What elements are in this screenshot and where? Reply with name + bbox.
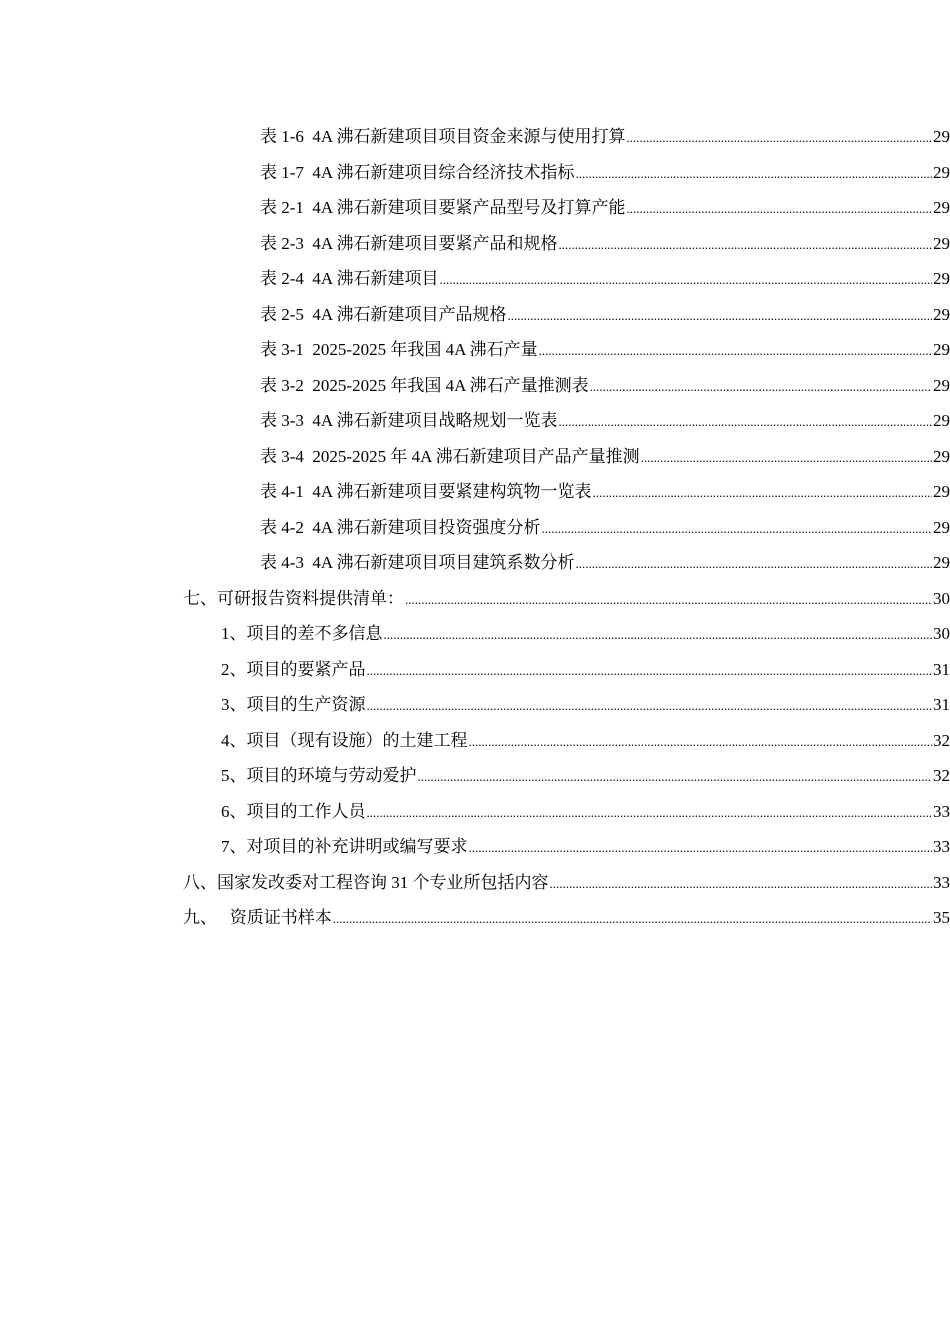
toc-page-number: 31 [933, 695, 950, 715]
toc-entry-title: 1、项目的差不多信息 [221, 624, 383, 644]
toc-entry[interactable] [0, 617, 950, 653]
toc-entry[interactable] [0, 120, 950, 156]
toc-entry-title: 3、项目的生产资源 [221, 695, 366, 715]
toc-page-number: 30 [933, 588, 950, 608]
toc-dot-leader [333, 909, 932, 929]
toc-page-number: 29 [933, 375, 950, 395]
toc-dot-leader [384, 625, 933, 645]
toc-entry-title: 2、项目的要紧产品 [221, 659, 366, 679]
toc-dot-leader [627, 199, 933, 219]
toc-entry-title: 表 4-3 4A 沸石新建项目项目建筑系数分析 [260, 553, 575, 573]
toc-entry[interactable] [0, 191, 950, 227]
toc-dot-leader [576, 554, 933, 574]
toc-entry-title: 表 2-4 4A 沸石新建项目 [260, 269, 439, 289]
toc-dot-leader [559, 412, 933, 432]
toc-entry-title: 6、项目的工作人员 [221, 801, 366, 821]
toc-entry[interactable] [0, 688, 950, 724]
toc-page-number: 29 [933, 304, 950, 324]
toc-entry[interactable] [0, 830, 950, 866]
toc-dot-leader [590, 377, 932, 397]
toc-entry[interactable] [0, 866, 950, 902]
toc-page-number: 29 [933, 233, 950, 253]
toc-entry[interactable] [0, 156, 950, 192]
toc-dot-leader [593, 483, 933, 503]
toc-page-number: 29 [933, 553, 950, 573]
toc-page-number: 29 [933, 411, 950, 431]
toc-entry[interactable] [0, 511, 950, 547]
toc-dot-leader [539, 341, 932, 361]
toc-page-number: 29 [933, 127, 950, 147]
toc-dot-leader [641, 448, 932, 468]
toc-page-number: 33 [933, 872, 950, 892]
toc-entry-title: 5、项目的环境与劳动爱护 [221, 766, 417, 786]
toc-dot-leader [469, 838, 933, 858]
toc-entry[interactable] [0, 440, 950, 476]
toc-entry[interactable] [0, 404, 950, 440]
toc-entry[interactable] [0, 369, 950, 405]
toc-dot-leader [367, 661, 933, 681]
toc-entry[interactable] [0, 227, 950, 263]
toc-dot-leader [440, 270, 933, 290]
toc-dot-leader [367, 803, 933, 823]
toc-entry-title: 7、对项目的补充讲明或编写要求 [221, 837, 468, 857]
toc-dot-leader [576, 164, 933, 184]
toc-page-number: 35 [933, 908, 950, 928]
toc-entry-title: 表 3-3 4A 沸石新建项目战略规划一览表 [260, 411, 558, 431]
toc-dot-leader [405, 590, 932, 610]
toc-dot-leader [508, 306, 933, 326]
toc-entry[interactable] [0, 901, 950, 937]
table-of-contents [0, 120, 950, 937]
toc-dot-leader [559, 235, 933, 255]
toc-page-number: 29 [933, 340, 950, 360]
toc-page-number: 32 [933, 730, 950, 750]
toc-entry[interactable] [0, 653, 950, 689]
toc-entry-title: 表 3-1 2025-2025 年我国 4A 沸石产量 [260, 340, 538, 360]
toc-entry[interactable] [0, 333, 950, 369]
toc-dot-leader [550, 874, 933, 894]
toc-page-number: 31 [933, 659, 950, 679]
toc-page-number: 29 [933, 198, 950, 218]
toc-dot-leader [469, 732, 933, 752]
toc-page-number: 30 [933, 624, 950, 644]
toc-page-number: 29 [933, 269, 950, 289]
toc-page-number: 33 [933, 837, 950, 857]
toc-entry-title: 表 1-6 4A 沸石新建项目项目资金来源与使用打算 [260, 127, 626, 147]
toc-entry-title: 表 3-2 2025-2025 年我国 4A 沸石产量推测表 [260, 375, 589, 395]
toc-entry-title: 表 2-1 4A 沸石新建项目要紧产品型号及打算产能 [260, 198, 626, 218]
toc-entry-title: 九、 资质证书样本 [183, 908, 332, 928]
toc-entry-title: 4、项目（现有设施）的土建工程 [221, 730, 468, 750]
toc-entry-title: 表 2-5 4A 沸石新建项目产品规格 [260, 304, 507, 324]
toc-entry[interactable] [0, 546, 950, 582]
toc-entry[interactable] [0, 795, 950, 831]
toc-entry[interactable] [0, 724, 950, 760]
toc-dot-leader [418, 767, 933, 787]
toc-entry-title: 表 3-4 2025-2025 年 4A 沸石新建项目产品产量推测 [260, 446, 640, 466]
toc-page-number: 32 [933, 766, 950, 786]
toc-entry[interactable] [0, 582, 950, 618]
toc-dot-leader [627, 128, 933, 148]
toc-entry[interactable] [0, 475, 950, 511]
toc-page-number: 29 [933, 162, 950, 182]
toc-page-number: 29 [933, 446, 950, 466]
toc-page-number: 29 [933, 482, 950, 502]
toc-entry-title: 表 4-2 4A 沸石新建项目投资强度分析 [260, 517, 541, 537]
toc-page-number: 33 [933, 801, 950, 821]
toc-entry-title: 表 4-1 4A 沸石新建项目要紧建构筑物一览表 [260, 482, 592, 502]
toc-entry-title: 表 1-7 4A 沸石新建项目综合经济技术指标 [260, 162, 575, 182]
toc-dot-leader [367, 696, 933, 716]
toc-entry[interactable] [0, 298, 950, 334]
toc-dot-leader [542, 519, 933, 539]
toc-page-number: 29 [933, 517, 950, 537]
toc-entry-title: 七、可研报告资料提供清单： [183, 588, 404, 608]
toc-entry-title: 表 2-3 4A 沸石新建项目要紧产品和规格 [260, 233, 558, 253]
toc-entry[interactable] [0, 262, 950, 298]
toc-entry[interactable] [0, 759, 950, 795]
toc-entry-title: 八、国家发改委对工程咨询 31 个专业所包括内容 [183, 872, 549, 892]
